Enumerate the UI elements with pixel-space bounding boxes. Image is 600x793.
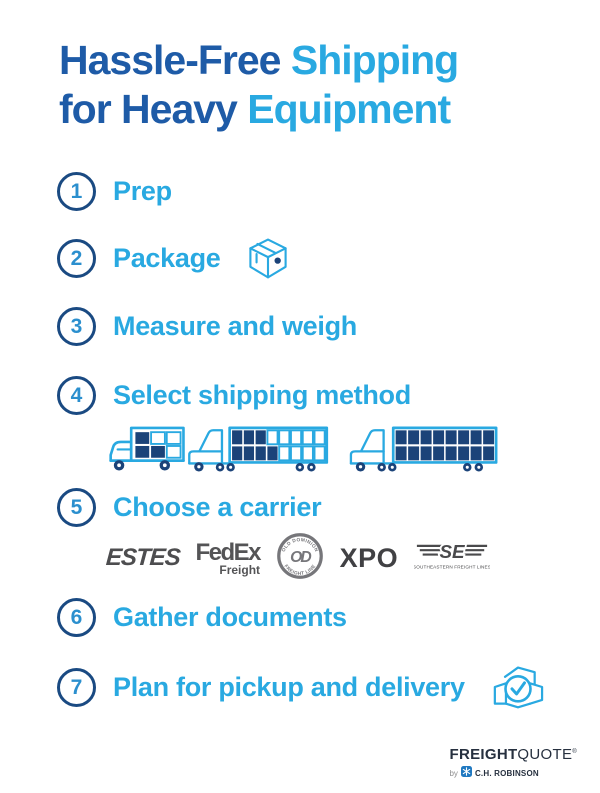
carrier-southeastern-logo [414, 539, 490, 578]
page-title [59, 36, 458, 134]
step-label: Gather documents [113, 601, 347, 632]
step-label: Measure and weigh [113, 310, 357, 341]
title-line-1: Hassle-Free Shipping [59, 37, 459, 83]
carrier-estes-logo: ESTES [105, 544, 181, 571]
carrier-old-dominion-logo [276, 532, 324, 585]
step-number-badge: 2 [57, 239, 96, 278]
step-number-badge: 7 [57, 668, 96, 707]
package-box-icon [245, 236, 291, 280]
carrier-xpo-logo: XPO [339, 542, 399, 573]
footer-brand [449, 746, 577, 782]
semi-truck-full-load-icon [348, 424, 500, 479]
carrier-fedex-freight-logo: FedEx Freight [195, 539, 261, 577]
step-number-badge: 1 [57, 172, 96, 211]
step-row-6 [57, 597, 347, 637]
step-label: Package [113, 242, 221, 273]
step-row-4 [57, 375, 411, 415]
semi-truck-partial-load-icon [186, 424, 331, 479]
freightquote-wordmark: FREIGHTQUOTE® [449, 746, 577, 763]
step-row-5 [57, 487, 321, 527]
step-number-badge: 3 [57, 307, 96, 346]
step-label: Prep [113, 175, 172, 206]
svg-text:FREIGHT LINE: FREIGHT LINE [282, 563, 318, 577]
step-number-badge: 4 [57, 376, 96, 415]
title-line-2: for Heavy Equipment [59, 86, 451, 132]
step-row-2 [57, 238, 291, 278]
boxes-check-icon [490, 662, 546, 712]
carriers-row [106, 533, 490, 583]
step-row-7 [57, 667, 546, 707]
step-row-1 [57, 171, 172, 211]
step-label: Plan for pickup and delivery [113, 671, 465, 702]
chrobinson-byline: by C.H. ROBINSON [449, 764, 538, 782]
svg-text:SOUTHEASTERN FREIGHT LINES: SOUTHEASTERN FREIGHT LINES [413, 563, 490, 569]
svg-text:OD: OD [289, 548, 310, 566]
step-number-badge: 6 [57, 598, 96, 637]
step-number-badge: 5 [57, 488, 96, 527]
chrobinson-icon [461, 764, 472, 782]
step-row-3 [57, 306, 357, 346]
step-label: Choose a carrier [113, 491, 322, 522]
box-truck-icon [106, 424, 190, 478]
svg-text:SE: SE [439, 540, 465, 562]
svg-text:OLD DOMINION: OLD DOMINION [281, 537, 319, 553]
step-label: Select shipping method [113, 379, 411, 410]
